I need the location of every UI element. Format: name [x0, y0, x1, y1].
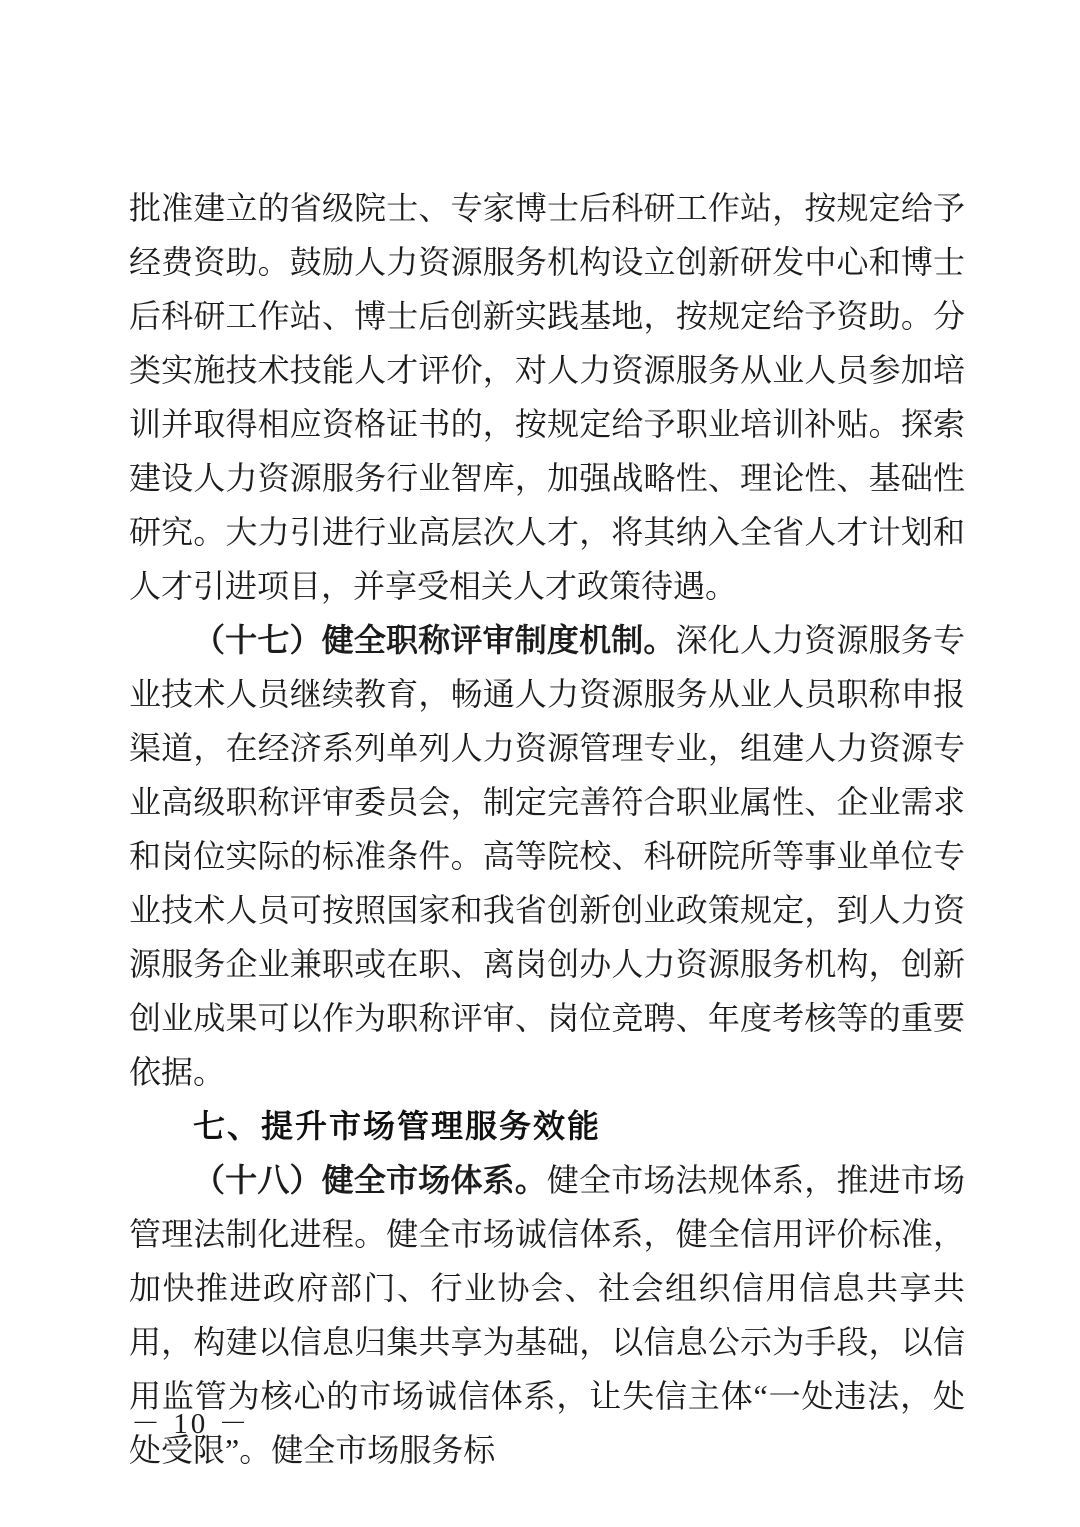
body-paragraph-18: [129, 1153, 965, 1477]
paragraph-text: 健全市场法规体系，推进市场管理法制化进程。健全市场诚信体系，健全信用评价标准，加快推进政府部门、行业协会、社会组织信用信息共享共用，构建以信息归集共享为基础，以信息公示为手段，以信用监管为核心的市场诚信体系，让失信主体“一处违法，处处受限”。健全市场服务标: [129, 1162, 965, 1468]
page-body: [129, 181, 965, 1477]
paragraph-lead-17: （十七）健全职称评审制度机制。: [193, 622, 676, 658]
paragraph-text: 批准建立的省级院士、专家博士后科研工作站，按规定给予经费资助。鼓励人力资源服务机构设立创新研发中心和博士后科研工作站、博士后创新实践基地，按规定给予资助。分类实施技术技能人才评价，对人力资源服务从业人员参加培训并取得相应资格证书的，按规定给予职业培训补贴。探索建设人力资源服务行业智库，加强战略性、理论性、基础性研究。大力引进行业高层次人才，将其纳入全省人才计划和人才引进项目，并享受相关人才政策待遇。: [129, 190, 965, 604]
body-paragraph-continued: [129, 181, 965, 613]
paragraph-text: 深化人力资源服务专业技术人员继续教育，畅通人力资源服务从业人员职称申报渠道，在经济系列单列人力资源管理专业，组建人力资源专业高级职称评审委员会，制定完善符合职业属性、企业需求和岗位实际的标准条件。高等院校、科研院所等事业单位专业技术人员可按照国家和我省创新创业政策规定，到人力资源服务企业兼职或在职、离岗创办人力资源服务机构，创新创业成果可以作为职称评审、岗位竞聘、年度考核等的重要依据。: [129, 622, 965, 1090]
body-paragraph-17: [129, 613, 965, 1099]
section-heading-7: 七、提升市场管理服务效能: [193, 1108, 602, 1144]
paragraph-lead-18: （十八）健全市场体系。: [193, 1162, 547, 1198]
page-number: － 10 －: [131, 1408, 251, 1440]
